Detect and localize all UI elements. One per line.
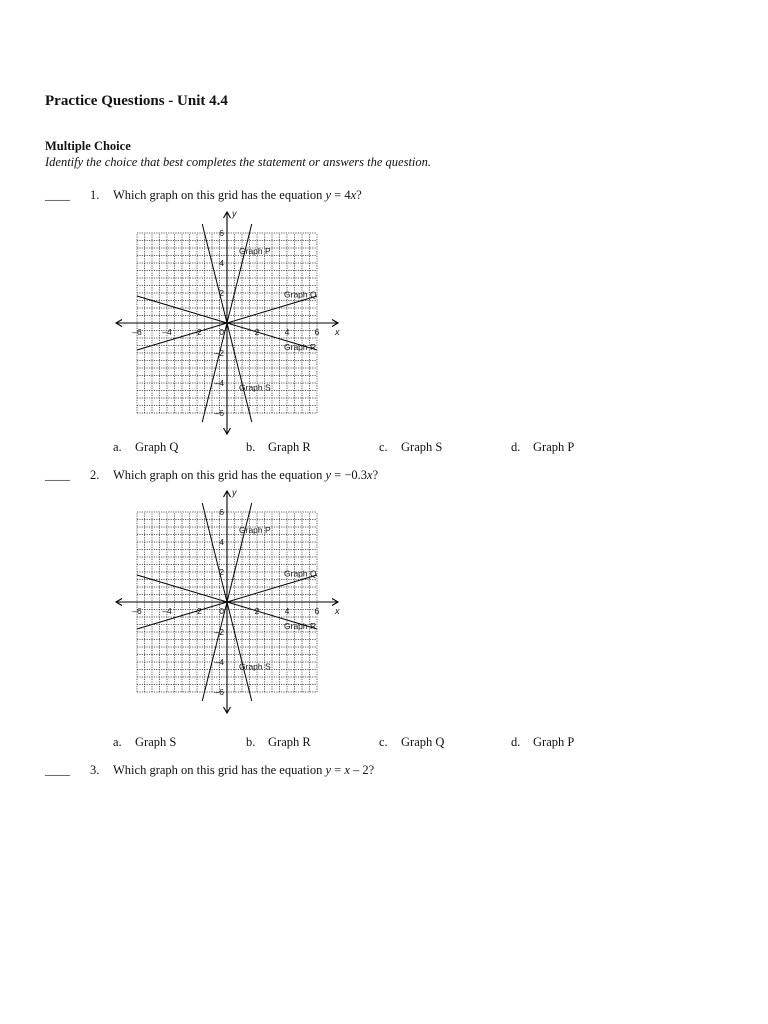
- choice-a[interactable]: [113, 735, 176, 750]
- choice-label: Graph S: [401, 440, 443, 454]
- question-text-after: ?: [356, 188, 362, 202]
- x-tick-label: 4: [284, 606, 290, 616]
- graph-svg: [112, 484, 342, 716]
- x-tick-label: –2: [192, 606, 202, 616]
- page-title: Practice Questions - Unit 4.4: [45, 93, 228, 109]
- equation-lhs: y: [325, 763, 332, 777]
- y-tick-label: –6: [214, 408, 224, 418]
- equation-rhs-var: x: [367, 468, 373, 482]
- line-label-s: Graph S: [239, 661, 271, 672]
- x-tick-label: –2: [192, 327, 202, 337]
- choice-label: Graph P: [533, 735, 575, 749]
- y-axis-label: y: [232, 208, 237, 219]
- y-tick-label: –4: [214, 657, 224, 667]
- x-axis-label: x: [335, 606, 340, 616]
- equation-rhs-var: x: [344, 763, 350, 777]
- equation-rhs-prefix: 4: [344, 188, 351, 202]
- equation-op: =: [334, 188, 342, 202]
- choice-label: Graph Q: [401, 735, 445, 749]
- question-text-after: ?: [368, 763, 375, 777]
- x-tick-label: –4: [162, 327, 172, 337]
- question-text-before: Which graph on this grid has the equation: [113, 188, 326, 202]
- line-label-p: Graph P: [239, 246, 271, 256]
- origin-label: 0: [219, 327, 224, 337]
- equation-rhs-suffix: – 2: [349, 763, 369, 777]
- question-text-after: ?: [372, 468, 379, 482]
- question-text-before: Which graph on this grid has the equation: [113, 468, 326, 482]
- equation: [325, 188, 356, 202]
- question-number: 3.: [90, 763, 100, 777]
- line-label-s: Graph S: [239, 382, 271, 393]
- choice-letter: a.: [113, 735, 122, 749]
- section-heading: Multiple Choice: [45, 139, 131, 153]
- choice-letter: b.: [246, 440, 256, 454]
- answer-blank[interactable]: ____: [45, 188, 70, 202]
- choice-label: Graph R: [268, 440, 311, 454]
- y-tick-label: –4: [214, 378, 224, 388]
- instructions: Identify the choice that best completes the statement or answers the question.: [45, 155, 432, 169]
- choice-letter: d.: [511, 440, 521, 454]
- equation-lhs: y: [325, 468, 332, 482]
- question-number: 1.: [90, 188, 100, 202]
- choice-d[interactable]: [511, 735, 574, 750]
- x-tick-label: 6: [314, 327, 320, 337]
- question-text: [113, 468, 378, 483]
- x-tick-label: –4: [162, 606, 172, 616]
- choice-c[interactable]: [379, 735, 444, 750]
- choice-b[interactable]: [246, 735, 311, 750]
- y-tick-label: –2: [214, 348, 224, 358]
- line-label-q: Graph Q: [284, 568, 317, 579]
- equation-op: =: [334, 763, 342, 777]
- coordinate-grid-graph: [112, 205, 342, 435]
- choice-label: Graph Q: [135, 440, 179, 454]
- choice-label: Graph R: [268, 735, 311, 749]
- choice-label: Graph S: [135, 735, 177, 749]
- y-tick-label: 4: [219, 537, 224, 547]
- choice-letter: c.: [379, 440, 388, 454]
- choice-c[interactable]: [379, 440, 442, 455]
- line-label-r: Graph R: [284, 621, 317, 631]
- x-tick-label: –6: [132, 327, 142, 337]
- x-tick-label: –6: [132, 606, 142, 616]
- x-tick-label: 4: [284, 327, 290, 337]
- x-tick-label: 2: [254, 606, 260, 616]
- equation-rhs-var: x: [350, 188, 357, 202]
- origin-label: 0: [219, 606, 224, 616]
- choice-d[interactable]: [511, 440, 574, 455]
- x-tick-label: 6: [314, 606, 320, 616]
- choice-letter: b.: [246, 735, 256, 749]
- y-axis-label: y: [232, 487, 237, 498]
- equation-op: =: [334, 468, 342, 482]
- question-text: [113, 188, 362, 203]
- choice-letter: c.: [379, 735, 388, 749]
- choice-a[interactable]: [113, 440, 178, 455]
- coordinate-grid-graph: [112, 484, 342, 714]
- choice-b[interactable]: [246, 440, 311, 455]
- question-text: [113, 763, 374, 778]
- line-label-q: Graph Q: [284, 289, 317, 300]
- y-tick-label: 4: [219, 258, 224, 268]
- question-number: 2.: [90, 468, 100, 482]
- choice-label: Graph P: [533, 440, 575, 454]
- y-tick-label: 2: [219, 288, 224, 298]
- y-tick-label: –6: [214, 687, 224, 697]
- line-label-p: Graph P: [239, 525, 271, 535]
- y-tick-label: 6: [219, 507, 224, 517]
- equation-lhs: y: [325, 188, 332, 202]
- equation: [325, 763, 368, 777]
- graph-svg: [112, 205, 342, 437]
- answer-blank[interactable]: ____: [45, 468, 70, 482]
- choice-letter: d.: [511, 735, 521, 749]
- x-tick-label: 2: [254, 327, 260, 337]
- y-tick-label: –2: [214, 627, 224, 637]
- line-label-r: Graph R: [284, 342, 317, 352]
- answer-blank[interactable]: ____: [45, 763, 70, 777]
- question-text-before: Which graph on this grid has the equation: [113, 763, 326, 777]
- choice-letter: a.: [113, 440, 122, 454]
- equation: [325, 468, 372, 482]
- equation-rhs-prefix: −0.3: [344, 468, 368, 482]
- y-tick-label: 2: [219, 567, 224, 577]
- x-axis-label: x: [335, 327, 340, 337]
- y-tick-label: 6: [219, 228, 224, 238]
